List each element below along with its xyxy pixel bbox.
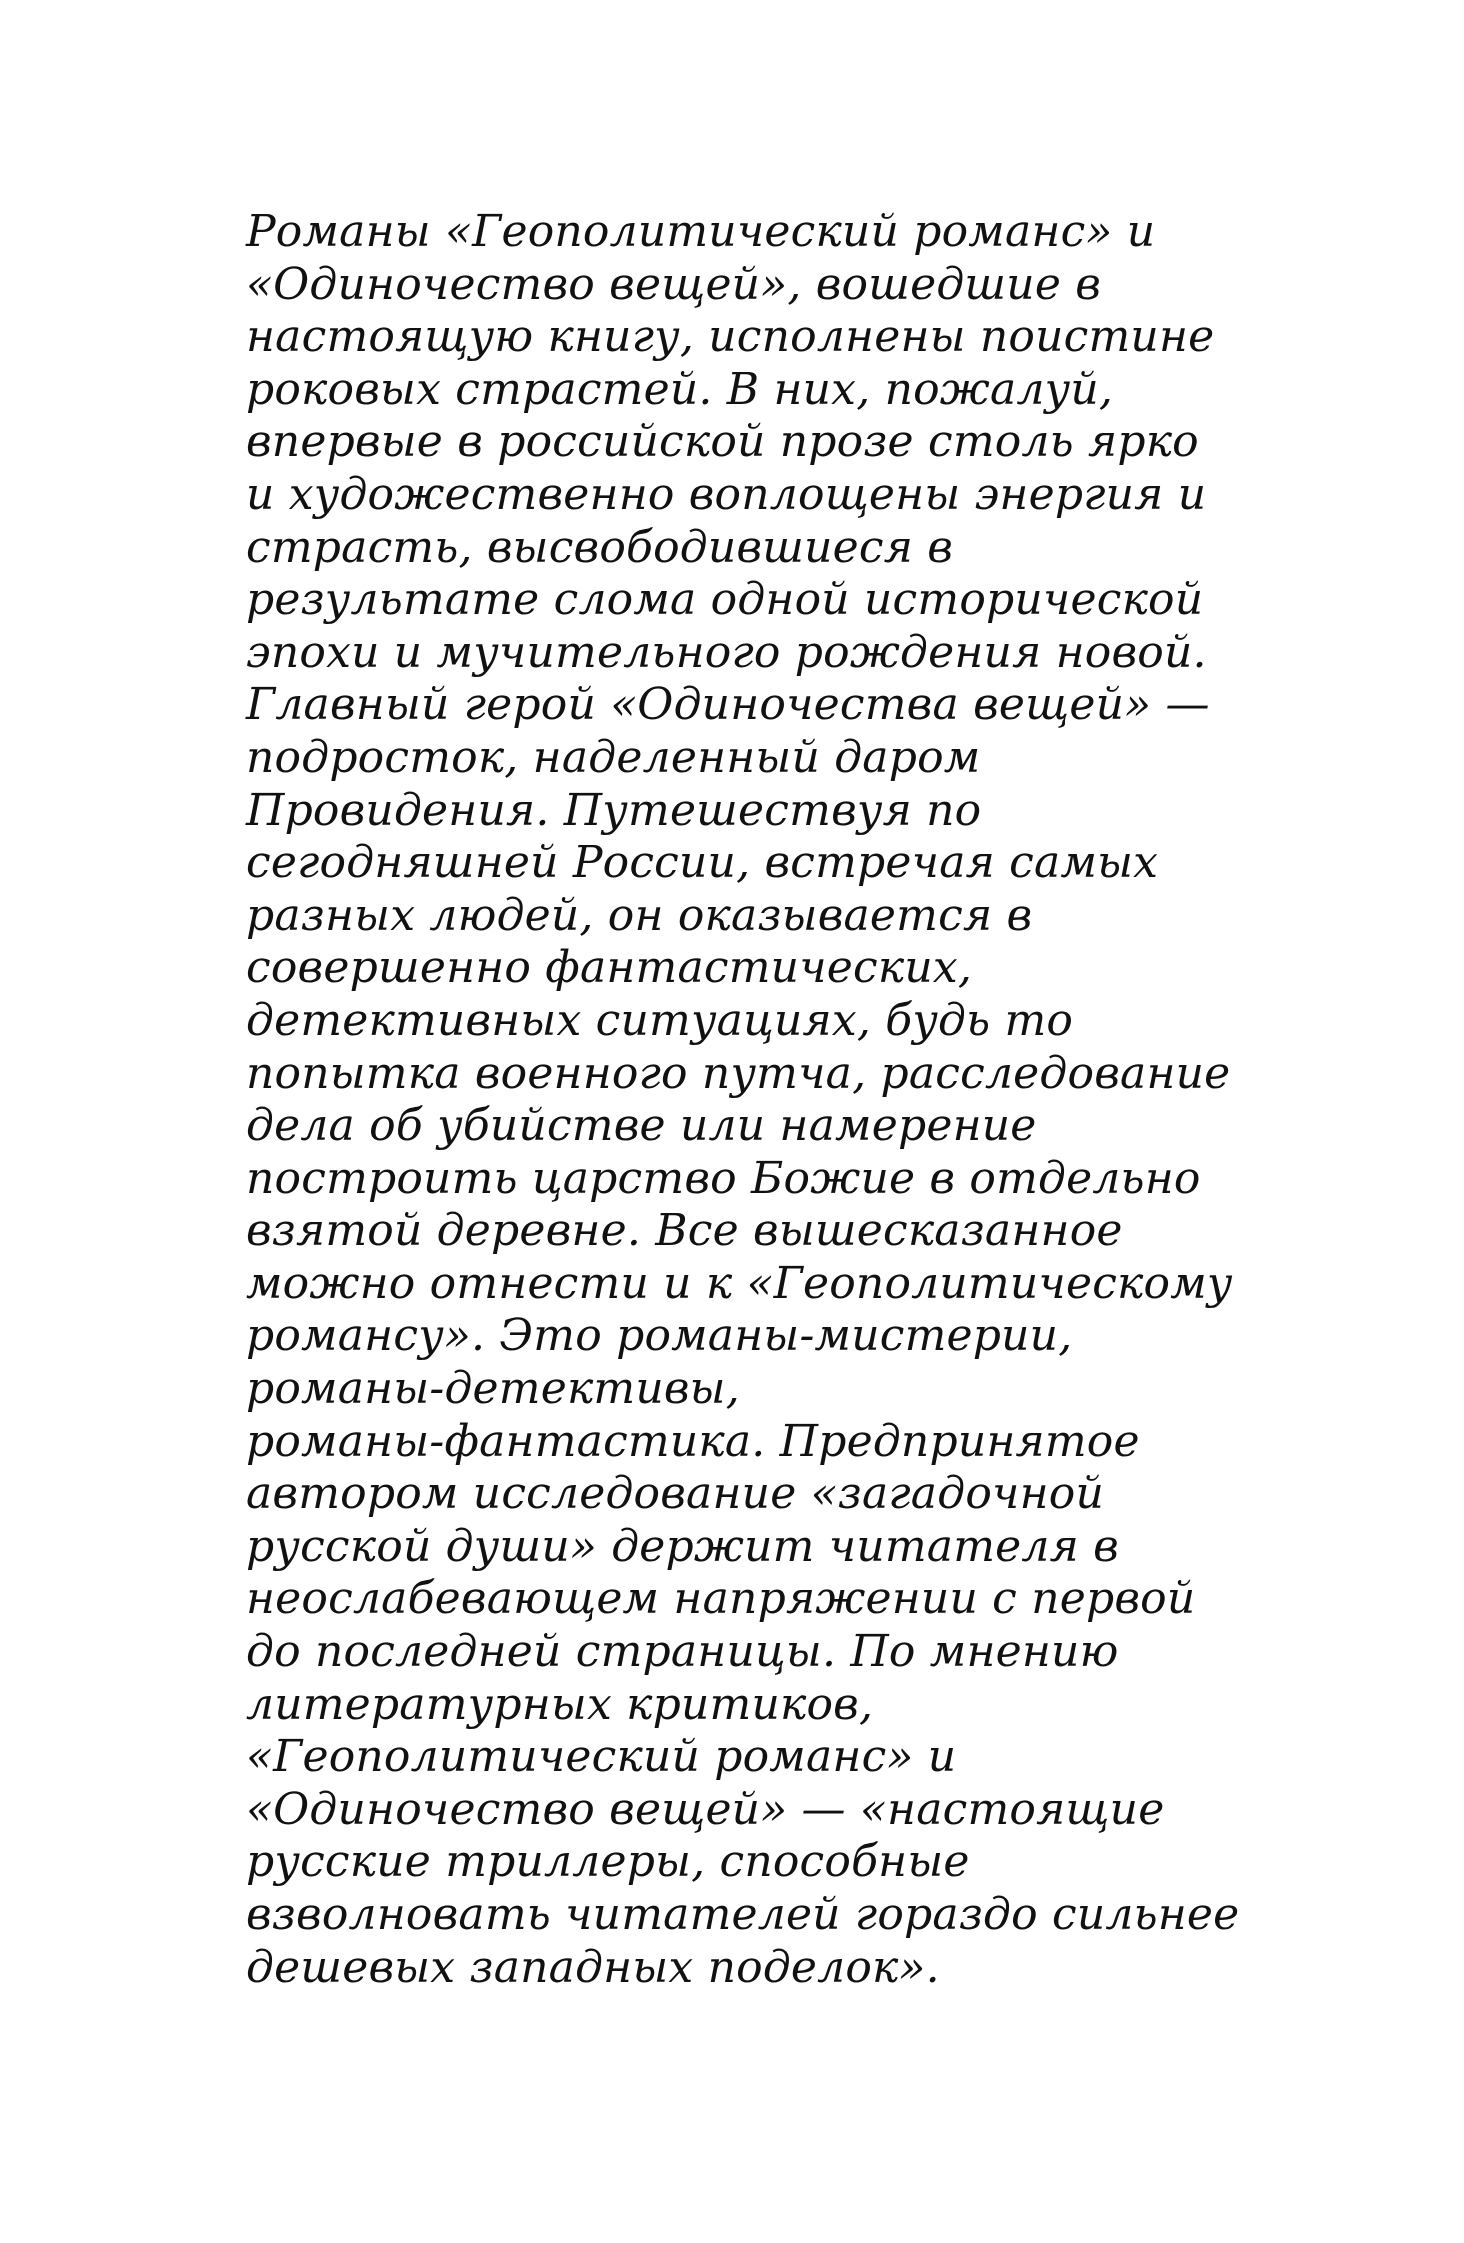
text-line: детективных ситуациях, будь то — [246, 994, 1074, 1046]
text-line: «Геополитический романс» и — [246, 1731, 957, 1783]
text-line: взятой деревне. Все вышесказанное — [246, 1205, 1123, 1257]
text-line: романы-детективы, — [246, 1363, 740, 1415]
text-line: романсу». Это романы-мистерии, — [246, 1310, 1073, 1362]
text-line: можно отнести и к «Геополитическому — [246, 1257, 1233, 1309]
text-line: литературных критиков, — [246, 1678, 874, 1730]
text-line: до последней страницы. По мнению — [246, 1626, 1119, 1678]
annotation-paragraph — [246, 206, 1266, 1994]
text-line: сегодняшней России, встречая самых — [246, 837, 1159, 889]
text-line: совершенно фантастических, — [246, 942, 973, 994]
text-line: автором исследование «загадочной — [246, 1468, 1104, 1520]
text-line: русской души» держит читателя в — [246, 1520, 1119, 1572]
text-line: построить царство Божие в отдельно — [246, 1152, 1201, 1204]
text-line: страсть, высвободившиеся в — [246, 521, 954, 573]
text-line: дела об убийстве или намерение — [246, 1100, 1037, 1152]
text-line: настоящую книгу, исполнены поистине — [246, 311, 1215, 363]
text-line: Романы «Геополитический романс» и — [246, 206, 1156, 257]
text-line: и художественно воплощены энергия и — [246, 468, 1207, 520]
text-line: впервые в российской прозе столь ярко — [246, 416, 1199, 468]
text-line: роковых страстей. В них, пожалуй, — [246, 363, 1114, 415]
text-line: дешевых западных поделок». — [246, 1941, 940, 1993]
text-line: подросток, наделенный даром — [246, 731, 981, 783]
text-line: попытка военного путча, расследование — [246, 1047, 1231, 1099]
text-line: эпохи и мучительного рождения новой. — [246, 626, 1207, 678]
text-line: романы-фантастика. Предпринятое — [246, 1415, 1140, 1467]
text-line: результате слома одной исторической — [246, 574, 1204, 626]
text-line: русские триллеры, способные — [246, 1836, 970, 1888]
text-line: «Одиночество вещей», вошедшие в — [246, 258, 1102, 310]
text-line: Главный герой «Одиночества вещей» — — [246, 679, 1210, 731]
text-line: разных людей, он оказывается в — [246, 889, 1033, 941]
text-line: неослабевающем напряжении с первой — [246, 1573, 1196, 1625]
text-line: Провидения. Путешествуя по — [246, 784, 982, 836]
text-line: взволновать читателей гораздо сильнее — [246, 1889, 1240, 1940]
text-line: «Одиночество вещей» — «настоящие — [246, 1783, 1165, 1835]
